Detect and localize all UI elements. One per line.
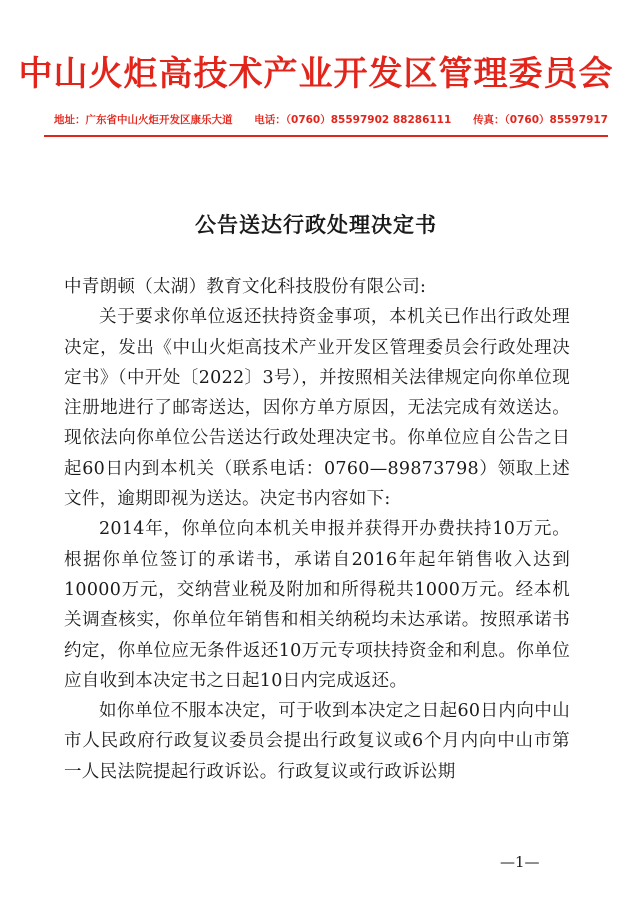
body-paragraph-2: 2014年，你单位向本机关申报并获得开办费扶持10万元。根据你单位签订的承诺书，承诺自2016年起年销售收入达到10000万元，交纳营业税及附加和所得税共1000万元。经本机关调查核实，你单位年销售和相关纳税均未达承诺。按照承诺书约定，你单位应无条件返还10万元专项扶持资金和利息。你单位应自收到本决定书之日起10日内完成返还。: [64, 519, 570, 691]
letterhead-fax: 传真：（0760）85597917: [473, 114, 608, 126]
body-paragraph-3: 如你单位不服本决定，可于收到本决定之日起60日内向中山市人民政府行政复议委员会提出行政复议或6个月内向中山市第一人民法院提起行政诉讼。行政复议或行政诉讼期: [64, 701, 570, 782]
letterhead-title: 中山火炬高技术产业开发区管理委员会: [18, 54, 614, 94]
document-title: 公告送达行政处理决定书: [195, 213, 437, 237]
letterhead-contact: [54, 112, 608, 128]
body-paragraph-1: 关于要求你单位返还扶持资金事项，本机关已作出行政处理决定，发出《中山火炬高技术产业开发区管理委员会行政处理决定书》（中开处〔2022〕3号），并按照相关法律规定向你单位现注册地进行了邮寄送达，因你方单方原因，无法完成有效送达。现依法向你单位公告送达行政处理决定书。你单位应自公告之日起60日内到本机关（联系电话：0760—89873798）领取上述文件，逾期即视为送达。决定书内容如下:: [64, 307, 570, 510]
page-number: —1—: [500, 853, 540, 871]
letterhead-divider: [44, 135, 608, 137]
document-body: [64, 272, 570, 787]
salutation: 中青朗顿（太湖）教育文化科技股份有限公司:: [64, 277, 427, 297]
letterhead-phone: 电话：（0760）85597902 88286111: [254, 114, 452, 126]
letterhead-address: 地址：广东省中山火炬开发区康乐大道: [54, 114, 233, 126]
